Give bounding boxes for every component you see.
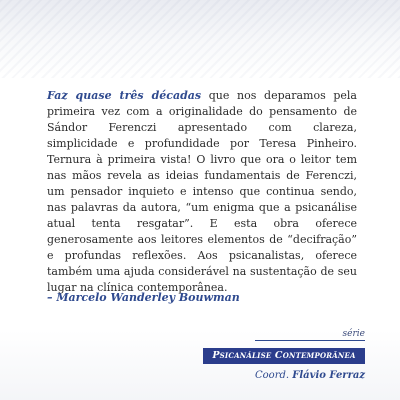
blurb-paragraph	[47, 88, 357, 296]
coord-name: Flávio Ferraz	[292, 370, 365, 381]
blurb-author: – Marcelo Wanderley Bouwman	[47, 291, 240, 304]
series-title: Psicanálise Contemporânea	[203, 348, 365, 364]
series-label: série	[342, 329, 365, 339]
top-pattern-band	[0, 0, 400, 78]
series-badge	[212, 328, 365, 390]
coord-prefix: Coord.	[255, 370, 290, 381]
series-divider	[255, 340, 365, 341]
blurb-lead: Faz quase três décadas	[47, 89, 202, 102]
series-coordinator	[255, 369, 365, 382]
blurb-text: que nos deparamos pela primeira vez com a originalidade do pensamento de Sándor Ferenczi apresentado com clareza, simplicidade e profundidade por Teresa Pinheiro. Ternura à primeira vista! O livro que ora o leitor tem nas mãos revela as ideias fundamentais de Ferenczi, um pensador inquieto e intenso que continua sendo, nas palavras da autora, “um enigma que a psicanálise atual tenta resgatar”. E esta obra oferece generosamente aos leitores elementos de “decifração” e profundas reflexões. Aos psicanalistas, oferece também uma ajuda considerável na sustentação de seu lugar na clínica contemporânea.	[47, 89, 357, 294]
